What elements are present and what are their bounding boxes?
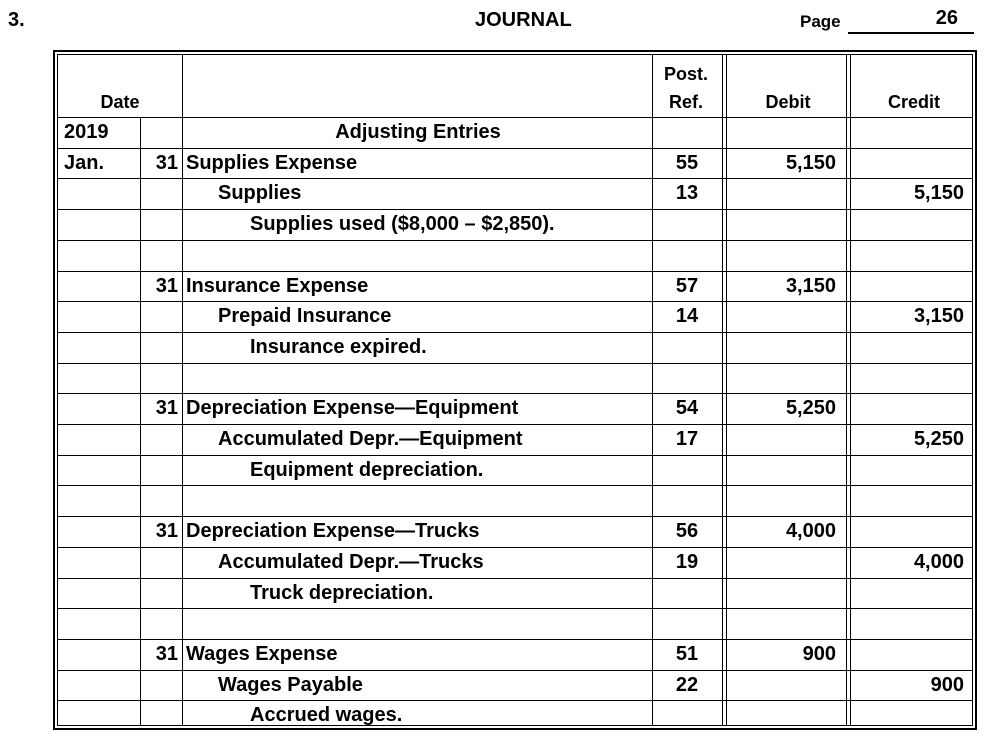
credit-amount: 5,250 xyxy=(913,428,964,450)
row-rule xyxy=(58,271,972,272)
debit-amount: 4,000 xyxy=(785,520,836,543)
credit-amount xyxy=(852,393,964,423)
header-separator xyxy=(58,117,972,118)
debit-amount: 900 xyxy=(802,642,836,665)
post-ref: 13 xyxy=(675,182,699,205)
post-ref xyxy=(654,608,720,638)
date-day xyxy=(142,424,178,454)
grid-vertical-rule xyxy=(850,55,851,725)
date-month xyxy=(64,516,138,546)
date-day xyxy=(142,117,178,147)
post-ref xyxy=(654,578,720,608)
grid-vertical-rule xyxy=(846,55,847,725)
row-rule xyxy=(58,547,972,548)
date-day xyxy=(142,547,178,577)
credit-amount xyxy=(852,148,964,178)
debit-amount xyxy=(728,209,836,239)
date-day xyxy=(142,670,178,700)
date-month xyxy=(64,485,138,515)
row-rule xyxy=(58,485,972,486)
date-month xyxy=(64,455,138,485)
entry-description: Depreciation Expense—Equipment xyxy=(186,397,519,420)
date-header: Date xyxy=(100,92,140,112)
entry-description xyxy=(186,608,646,638)
debit-amount xyxy=(728,301,836,331)
post-ref xyxy=(654,455,720,485)
entry-description xyxy=(186,485,646,515)
date-month xyxy=(64,700,138,730)
entry-description: Accumulated Depr.—Equipment xyxy=(218,428,523,450)
date-day xyxy=(142,608,178,638)
credit-amount xyxy=(852,578,964,608)
credit-amount: 3,150 xyxy=(913,305,964,328)
page-label: Page xyxy=(800,12,841,31)
row-rule xyxy=(58,178,972,179)
row-rule xyxy=(58,148,972,149)
entry-description: Supplies xyxy=(218,182,302,205)
debit-amount xyxy=(728,332,836,362)
date-month xyxy=(64,670,138,700)
entry-description: Equipment depreciation. xyxy=(250,458,484,481)
post-ref: 56 xyxy=(675,520,699,543)
post-ref: 14 xyxy=(675,305,699,328)
debit-amount xyxy=(728,424,836,454)
post-ref: 54 xyxy=(675,397,699,420)
problem-number: 3. xyxy=(8,9,25,31)
date-month xyxy=(64,578,138,608)
row-rule xyxy=(58,301,972,302)
entry-description: Depreciation Expense—Trucks xyxy=(186,520,480,543)
post-ref: 19 xyxy=(675,550,699,573)
page-number: 26 xyxy=(848,6,974,34)
grid-vertical-rule xyxy=(722,55,723,725)
post-ref: 17 xyxy=(675,428,699,450)
debit-amount xyxy=(728,547,836,577)
date-day xyxy=(142,455,178,485)
date-day: 31 xyxy=(155,397,178,420)
post-ref: 22 xyxy=(675,673,699,696)
credit-header: Credit xyxy=(887,92,940,112)
row-rule xyxy=(58,639,972,640)
post-ref-header-line1: Post. xyxy=(663,64,708,84)
entry-description: Supplies used ($8,000 – $2,850). xyxy=(250,213,555,236)
row-rule xyxy=(58,332,972,333)
journal-table xyxy=(53,50,977,730)
debit-header: Debit xyxy=(765,92,811,112)
entry-description: Accrued wages. xyxy=(250,704,403,727)
date-day xyxy=(142,363,178,393)
debit-amount xyxy=(728,670,836,700)
credit-amount xyxy=(852,516,964,546)
entry-description: Adjusting Entries xyxy=(335,121,501,143)
grid-vertical-rule xyxy=(182,55,183,725)
entry-description: Prepaid Insurance xyxy=(218,305,392,328)
post-ref: 55 xyxy=(675,151,699,174)
entry-description: Truck depreciation. xyxy=(250,581,434,604)
entry-description: Insurance Expense xyxy=(186,274,369,297)
row-rule xyxy=(58,363,972,364)
date-month xyxy=(64,178,138,208)
credit-amount xyxy=(852,332,964,362)
post-ref: 51 xyxy=(675,642,699,665)
debit-amount: 5,150 xyxy=(785,151,836,174)
post-ref: 57 xyxy=(675,274,699,297)
post-ref-header-line2: Ref. xyxy=(668,92,703,112)
row-rule xyxy=(58,516,972,517)
credit-amount xyxy=(852,700,964,730)
date-day xyxy=(142,700,178,730)
debit-amount: 3,150 xyxy=(785,274,836,297)
debit-amount xyxy=(728,178,836,208)
date-day: 31 xyxy=(155,642,178,665)
date-day xyxy=(142,332,178,362)
date-month xyxy=(64,240,138,270)
date-day xyxy=(142,301,178,331)
date-month xyxy=(64,639,138,669)
grid-vertical-rule xyxy=(652,55,653,725)
date-day xyxy=(142,485,178,515)
row-rule xyxy=(58,393,972,394)
credit-amount xyxy=(852,363,964,393)
entry-description xyxy=(186,363,646,393)
date-day: 31 xyxy=(155,274,178,297)
credit-amount xyxy=(852,639,964,669)
row-rule xyxy=(58,455,972,456)
debit-amount: 5,250 xyxy=(785,397,836,420)
debit-amount xyxy=(728,240,836,270)
date-month xyxy=(64,271,138,301)
date-month xyxy=(64,209,138,239)
date-month xyxy=(64,393,138,423)
row-rule xyxy=(58,240,972,241)
debit-amount xyxy=(728,700,836,730)
date-month xyxy=(64,363,138,393)
post-ref xyxy=(654,209,720,239)
debit-amount xyxy=(728,608,836,638)
credit-amount: 900 xyxy=(930,673,964,696)
date-month xyxy=(64,608,138,638)
row-rule xyxy=(58,670,972,671)
entry-description: Wages Expense xyxy=(186,642,338,665)
entry-description: Accumulated Depr.—Trucks xyxy=(218,550,484,573)
row-rule xyxy=(58,608,972,609)
journal-grid xyxy=(57,54,973,726)
debit-amount xyxy=(728,363,836,393)
row-rule xyxy=(58,209,972,210)
date-month: 2019 xyxy=(64,121,109,143)
date-month xyxy=(64,332,138,362)
credit-amount: 5,150 xyxy=(913,182,964,205)
debit-amount xyxy=(728,455,836,485)
credit-amount xyxy=(852,240,964,270)
date-day xyxy=(142,240,178,270)
post-ref xyxy=(654,332,720,362)
date-month xyxy=(64,301,138,331)
post-ref xyxy=(654,117,720,147)
credit-amount xyxy=(852,608,964,638)
entry-description xyxy=(186,240,646,270)
date-month xyxy=(64,424,138,454)
credit-amount xyxy=(852,455,964,485)
date-day: 31 xyxy=(155,520,178,543)
date-day xyxy=(142,209,178,239)
grid-vertical-rule xyxy=(726,55,727,725)
credit-amount xyxy=(852,485,964,515)
date-day xyxy=(142,578,178,608)
post-ref xyxy=(654,485,720,515)
row-rule xyxy=(58,578,972,579)
date-day: 31 xyxy=(155,151,178,174)
debit-amount xyxy=(728,117,836,147)
entry-description: Supplies Expense xyxy=(186,151,358,174)
entry-description: Insurance expired. xyxy=(250,335,427,358)
credit-amount xyxy=(852,271,964,301)
debit-amount xyxy=(728,578,836,608)
credit-amount: 4,000 xyxy=(913,550,964,573)
row-rule xyxy=(58,700,972,701)
date-day xyxy=(142,178,178,208)
date-month: Jan. xyxy=(64,151,105,174)
debit-amount xyxy=(728,485,836,515)
journal-title: JOURNAL xyxy=(475,9,572,31)
row-rule xyxy=(58,424,972,425)
entry-description: Wages Payable xyxy=(218,673,363,696)
post-ref xyxy=(654,363,720,393)
post-ref xyxy=(654,700,720,730)
post-ref xyxy=(654,240,720,270)
credit-amount xyxy=(852,117,964,147)
date-month xyxy=(64,547,138,577)
credit-amount xyxy=(852,209,964,239)
